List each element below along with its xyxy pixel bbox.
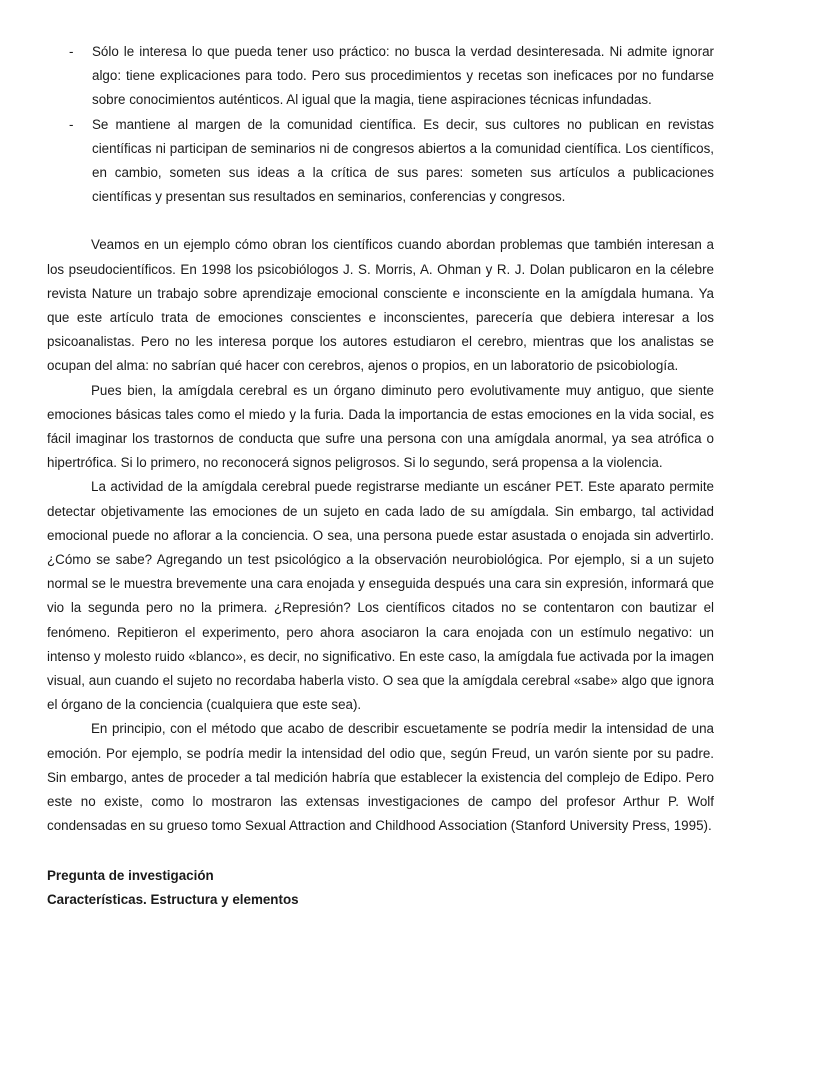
bullet-marker: -	[69, 116, 74, 132]
bullet-list	[47, 40, 714, 209]
bullet-marker: -	[69, 44, 74, 59]
document-page	[47, 40, 714, 912]
bullet-text: Se mantiene al margen de la comunidad científica. Es decir, sus cultores no publican en revistas científicas ni participan de seminarios ni de congresos abiertos a la comunidad científica. Los científicos, en cambio, someten sus ideas a la crítica de sus pares: someten sus artículos a publicaciones científicas y presentan sus resultados en seminarios, conferencias y congresos.	[92, 116, 714, 205]
paragraph: En principio, con el método que acabo de describir escuetamente se podría medir la intensidad de una emoción. Por ejemplo, se podría medir la intensidad del odio que, según Freud, un varón siente por su padre. Sin embargo, antes de proceder a tal medición habría que establecer la existencia del complejo de Edipo. Pero este no existe, como lo mostraron las extensas investigaciones de campo del profesor Arthur P. Wolf condensadas en su grueso tomo Sexual Attraction and Childhood Association (Stanford University Press, 1995).	[47, 721, 714, 834]
paragraph: Pues bien, la amígdala cerebral es un órgano diminuto pero evolutivamente muy antiguo, que siente emociones básicas tales como el miedo y la furia. Dada la importancia de estas emociones en la vida social, es fácil imaginar los trastornos de conducta que sufre una persona con una amígdala anormal, ya sea atrófica o hipertrófica. Si lo primero, no reconocerá signos peligrosos. Si lo segundo, será propensa a la violencia.	[47, 382, 714, 471]
paragraph: La actividad de la amígdala cerebral puede registrarse mediante un escáner PET. Este aparato permite detectar objetivamente las emociones de un sujeto en cada lado de su amígdala. Sin embargo, tal actividad emocional puede no aflorar a la conciencia. O sea, una persona puede estar asustada o enojada sin advertirlo. ¿Cómo se sabe? Agregando un test psicológico a la observación neurobiológica. Por ejemplo, si a un sujeto normal se le muestra brevemente una cara enojada y enseguida después una cara sin expresión, informará que vio la segunda pero no la primera. ¿Represión? Los científicos citados no se contentaron con bautizar el fenómeno. Repitieron el experimento, pero ahora asociaron la cara enojada con un estímulo negativo: un intenso y molesto ruido «blanco», es decir, no significativo. En este caso, la amígdala fue activada por la imagen visual, aun cuando el sujeto no recordaba haberla visto. O sea que la amígdala cerebral «sabe» algo que ignora el órgano de la conciencia (cualquiera que este sea).	[47, 479, 714, 713]
paragraph: Veamos en un ejemplo cómo obran los científicos cuando abordan problemas que también interesan a los pseudocientíficos. En 1998 los psicobiólogos J. S. Morris, A. Ohman y R. J. Dolan publicaron en la célebre revista Nature un trabajo sobre aprendizaje emocional consciente e inconsciente en la amígdala humana. Ya que este artículo trata de emociones conscientes e inconscientes, parecería que debiera interesar a los psicoanalistas. Pero no les interesa porque los autores estudiaron el cerebro, mientras que los analistas se ocupan del alma: no sabrían qué hacer con cerebros, ajenos o propios, en un laboratorio de psicobiología.	[47, 237, 714, 374]
bullet-item	[47, 40, 714, 113]
bullet-item	[47, 113, 714, 210]
section-heading: Pregunta de investigación	[47, 867, 214, 883]
bullet-text: Sólo le interesa lo que pueda tener uso práctico: no busca la verdad desinteresada. Ni admite ignorar algo: tiene explicaciones para todo. Pero sus procedimientos y recetas son ineficaces por no fundarse sobre conocimientos auténticos. Al igual que la magia, tiene aspiraciones técnicas infundadas.	[92, 44, 714, 108]
section-heading: Características. Estructura y elementos	[47, 891, 299, 907]
section-headings	[47, 864, 714, 912]
section-gap	[47, 209, 714, 233]
